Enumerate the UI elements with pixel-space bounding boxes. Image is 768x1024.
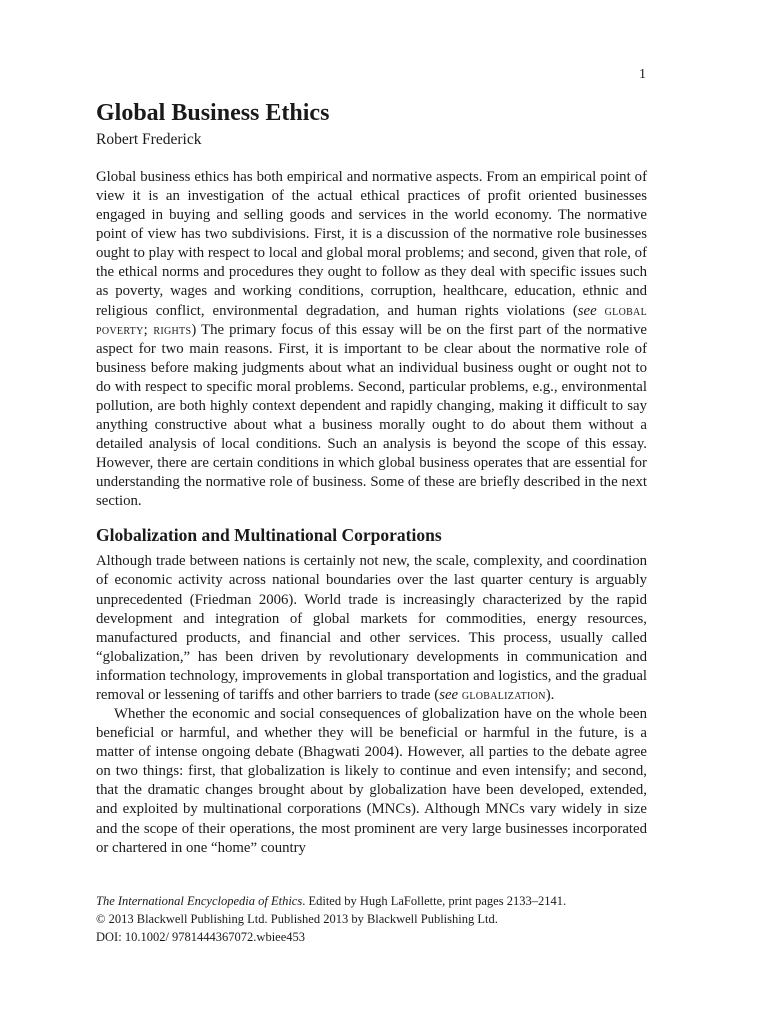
- text-run: Although trade between nations is certainly not new, the scale, complexity, and coordination of economic activity across national boundaries over the last quarter century is arguably unprecedented (Friedman 2006). World trade is increasingly characterized by the rapid development and integration of global markets for commodities, energy resources, manufactured products, and financial and other services. This process, usually called “globalization,” has been driven by revolutionary developments in communication and information technology, improvements in global transportation and logistics, and the gradual removal or lessening of tariffs and other barriers to trade (: [96, 553, 647, 703]
- text-run: ).: [545, 686, 555, 703]
- article-body: [96, 98, 647, 858]
- footer-copyright: © 2013 Blackwell Publishing Ltd. Published 2013 by Blackwell Publishing Ltd.: [96, 912, 498, 926]
- text-run: ) The primary focus of this essay will be on the first part of the normative aspect for two main reasons. First, it is important to be clear about the normative role of business before making judgments about what an individual business ought or ought not to do with respect to specific moral problems. Second, particular problems, e.g., environmental pollution, are both highly context dependent and rapidly changing, making it difficult to say anything constructive about what a business morally ought to do about them without a detailed analysis of local conditions. Such an analysis is beyond the scope of this essay. However, there are certain conditions in which global business operates that are essential for understanding the normative role of business. Some of these are briefly described in the next section.: [96, 321, 648, 510]
- footer-line-source: [96, 892, 656, 910]
- see-label: see: [439, 686, 459, 703]
- paragraph-globalization: [96, 552, 647, 705]
- page-number: 1: [639, 67, 646, 82]
- citation-footer: [96, 892, 656, 946]
- cross-reference: globalization: [461, 686, 546, 703]
- article-author: Robert Frederick: [96, 131, 202, 148]
- cross-reference: global poverty; rights: [96, 302, 647, 338]
- article-title: Global Business Ethics: [96, 100, 330, 126]
- paragraph-intro: [96, 168, 647, 511]
- paragraph-consequences: Whether the economic and social consequences of globalization have on the whole been beneficial or harmful, and whether they will be beneficial or harmful in the future, is a matter of intense ongoing debate (Bhagwati 2004). However, all parties to the debate agree on two things: first, that globalization is likely to continue and even intensify; and second, that the dramatic changes brought about by globalization have been developed, extended, and exploited by multinational corporations (MNCs). Although MNCs vary widely in size and the scope of their operations, the most prominent are very large businesses incorporated or chartered in one “home” country: [96, 706, 647, 856]
- encyclopedia-title: The International Encyclopedia of Ethics: [96, 894, 303, 908]
- see-label: see: [577, 302, 597, 319]
- text-run: Global business ethics has both empirical and normative aspects. From an empirical point of view it is an investigation of the actual ethical practices of profit oriented businesses engaged in buying and selling goods and services in the world economy. The normative point of view has two subdivisions. First, it is a discussion of the normative role businesses ought to play with respect to local and global moral problems; and second, given that role, of the ethical norms and procedures they ought to follow as they deal with specific issues such as poverty, wages and working conditions, corruption, healthcare, education, ethnic and religious conflict, environmental degradation, and human rights violations (: [96, 169, 647, 319]
- footer-editor: . Edited by Hugh LaFollette, print pages 2133–2141.: [302, 894, 567, 908]
- section-heading: Globalization and Multinational Corporations: [96, 525, 442, 546]
- footer-doi: DOI: 10.1002/ 9781444367072.wbiee453: [96, 930, 306, 944]
